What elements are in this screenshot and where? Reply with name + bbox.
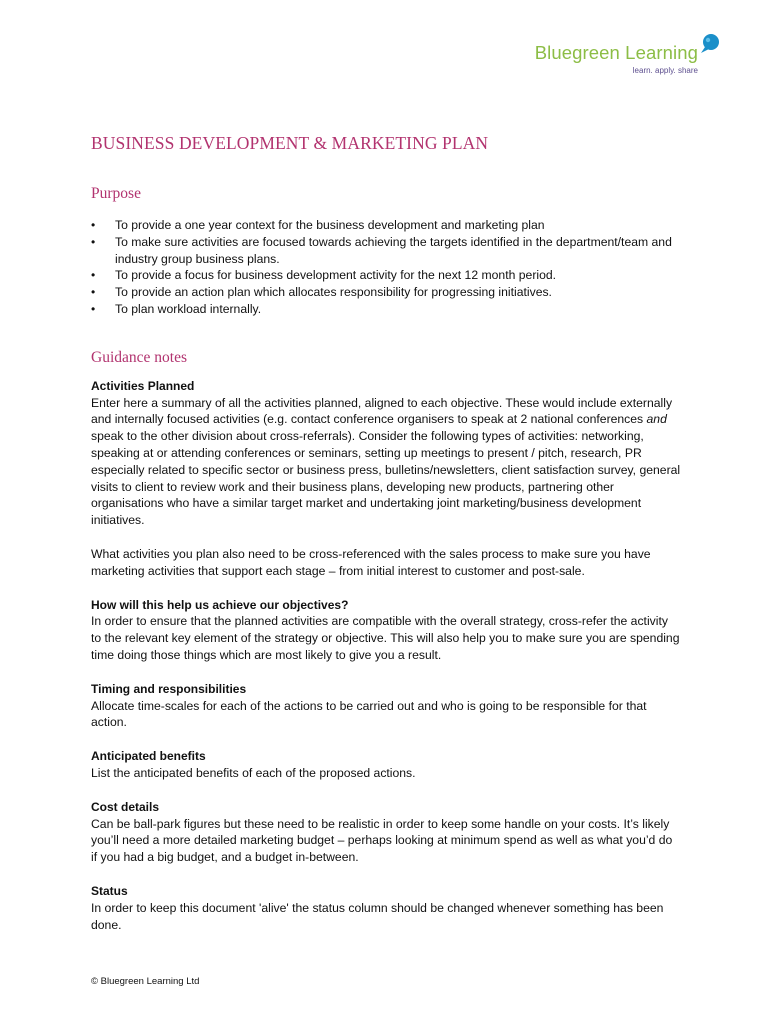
purpose-list: [91, 217, 681, 318]
document-title: BUSINESS DEVELOPMENT & MARKETING PLAN: [91, 133, 489, 153]
body-text: Enter here a summary of all the activities planned, aligned to each objective. These would include externally and internally focused activities (e.g. contact conference organisers to speak at 2 national conferences: [91, 395, 673, 427]
benefits-section: [91, 748, 681, 782]
section-title: Cost details: [91, 799, 160, 814]
section-body: What activities you plan also need to be cross-referenced with the sales process to make sure you have marketing activities that support each stage – from initial interest to customer and post-sale.: [91, 546, 651, 578]
document-content: [91, 132, 681, 933]
guidance-notes-heading: Guidance notes: [91, 348, 187, 366]
purpose-item: • To provide an action plan which allocates responsibility for progressing initiatives.: [91, 284, 681, 301]
section-body: Allocate time-scales for each of the actions to be carried out and who is going to be responsible for that action.: [91, 698, 647, 730]
logo-wordmark: Bluegreen Learning: [534, 42, 698, 63]
section-body: Can be ball-park figures but these need to be realistic in order to keep some handle on your costs. It’s likely you’ll need a more detailed marketing budget – perhaps looking at minimum spend as well as what you’d do if you had a big budget, and a budget in-between.: [91, 816, 673, 865]
section-title: Timing and responsibilities: [91, 681, 247, 696]
section-body: In order to keep this document 'alive' the status column should be changed whenever something has been done.: [91, 900, 664, 932]
purpose-heading: Purpose: [91, 185, 141, 202]
activities-planned-section: [91, 378, 681, 580]
speech-bubble-icon: [698, 32, 722, 56]
section-body: [91, 395, 681, 529]
emphasis-text: and: [646, 412, 667, 427]
purpose-item: • To make sure activities are focused towards achieving the targets identified in the department/team and industry group business plans.: [91, 234, 681, 268]
section-body: In order to ensure that the planned activities are compatible with the overall strategy, cross-refer the activity to the relevant key element of the strategy or objective. This will also help you to make sure you are spending time doing those things which are most likely to give you a result.: [91, 614, 680, 662]
section-title: Anticipated benefits: [91, 749, 206, 764]
purpose-item: • To plan workload internally.: [91, 301, 681, 318]
section-title: How will this help us achieve our objectives?: [91, 597, 349, 612]
section-title: Status: [91, 883, 128, 898]
logo-tagline: learn. apply. share: [632, 66, 698, 75]
section-body: List the anticipated benefits of each of the proposed actions.: [91, 765, 416, 780]
timing-section: [91, 681, 681, 731]
copyright-footer: © Bluegreen Learning Ltd: [91, 976, 200, 987]
cost-details-section: [91, 799, 681, 866]
body-text: speak to the other division about cross-referrals). Consider the following types of activities: networking, speaking at or attending conferences or seminars, setting up meetings to present / pitch, research, PR especially related to specific sector or business press, bulletins/newsletters, client satisfaction survey, general visits to client to review work and their business plans, developing new products, partnering other organisations who have a similar target market and undertaking joint marketing/business development initiatives.: [91, 429, 681, 528]
purpose-item: • To provide a focus for business development activity for the next 12 month period.: [91, 267, 681, 284]
section-title: Activities Planned: [91, 378, 195, 393]
objectives-section: [91, 597, 681, 664]
bluegreen-learning-logo: [532, 30, 722, 76]
status-section: [91, 883, 681, 933]
purpose-item: • To provide a one year context for the business development and marketing plan: [91, 217, 681, 234]
